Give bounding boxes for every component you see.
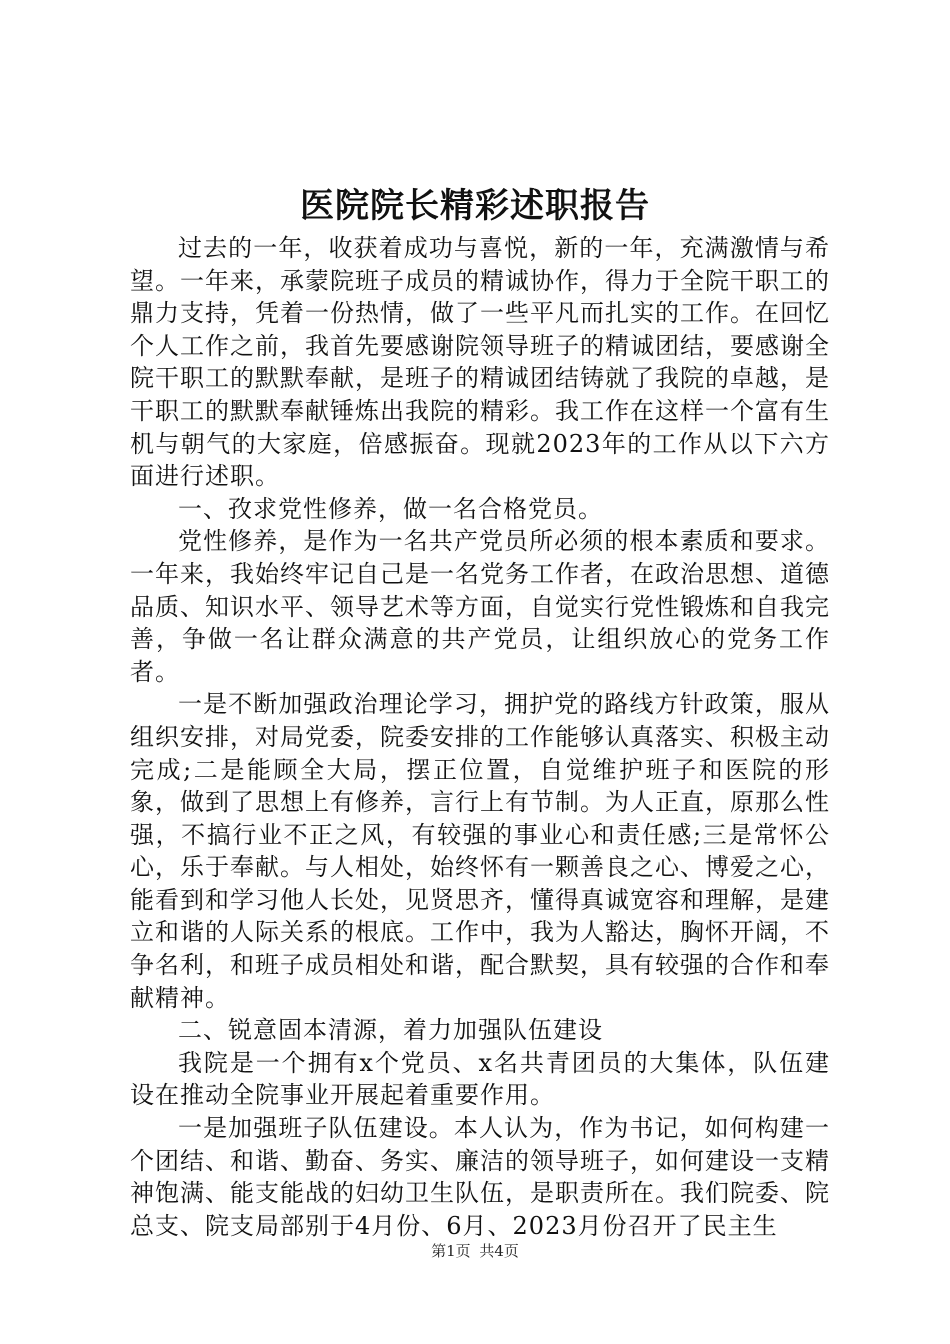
page-total: 共4页 — [479, 1242, 519, 1260]
section-heading-1: 一、孜求党性修养，做一名合格党员。 — [178, 494, 603, 523]
paragraph-team: 我院是一个拥有x个党员、x名共青团员的大集体，队伍建设在推动全院事业开展起着重要作用。 — [130, 1048, 830, 1110]
section-heading-2: 二、锐意固本清源，着力加强队伍建设 — [178, 1016, 603, 1045]
document-title: 医院院长精彩述职报告 — [300, 186, 650, 226]
paragraph-leadership: 一是加强班子队伍建设。本人认为，作为书记，如何构建一个团结、和谐、勤奋、务实、廉洁的领导班子，如何建设一支精神饱满、能支能战的妇幼卫生队伍，是职责所在。我们院委、院总支、院支局部别于4月份、6月、2023月份召开了民主生 — [130, 1114, 830, 1240]
page-footer — [0, 1240, 950, 1262]
paragraph-party-cultivation: 党性修养，是作为一名共产党员所必须的根本素质和要求。一年来，我始终牢记自己是一名党务工作者，在政治思想、道德品质、知识水平、领导艺术等方面，自觉实行党性锻炼和自我完善，争做一名让群众满意的共产党员，让组织放心的党务工作者。 — [130, 527, 830, 686]
paragraph-details: 一是不断加强政治理论学习，拥护党的路线方针政策，服从组织安排，对局党委，院委安排的工作能够认真落实、积极主动完成;二是能顾全大局，摆正位置，自觉维护班子和医院的形象，做到了思想上有修养，言行上有节制。为人正直，原那么性强，不搞行业不正之风，有较强的事业心和责任感;三是常怀公心，乐于奉献。与人相处，始终怀有一颗善良之心、博爱之心，能看到和学习他人长处，见贤思齐，懂得真诚宽容和理解，是建立和谐的人际关系的根底。工作中，我为人豁达，胸怀开阔，不争名利，和班子成员相处和谐，配合默契，具有较强的合作和奉献精神。 — [130, 690, 830, 1012]
paragraph-intro: 过去的一年，收获着成功与喜悦，新的一年，充满激情与希望。一年来，承蒙院班子成员的精诚协作，得力于全院干职工的鼎力支持，凭着一份热情，做了一些平凡而扎实的工作。在回忆个人工作之前，我首先要感谢院领导班子的精诚团结，要感谢全院干职工的默默奉献，是班子的精诚团结铸就了我院的卓越，是干职工的默默奉献锤炼出我院的精彩。我工作在这样一个富有生机与朝气的大家庭，倍感振奋。现就2023年的工作从以下六方面进行述职。 — [130, 234, 830, 491]
document-body — [130, 232, 830, 1242]
page-number: 第1页 — [431, 1242, 471, 1260]
